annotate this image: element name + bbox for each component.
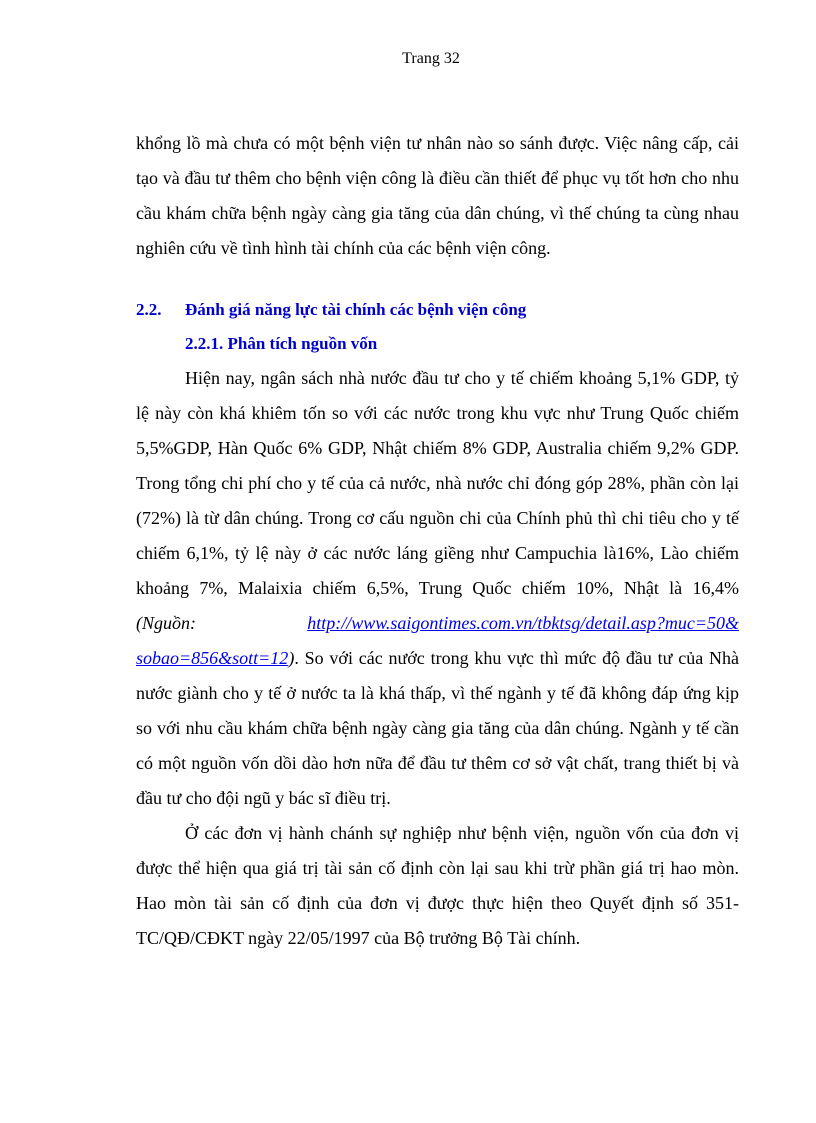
paragraph: Ở các đơn vị hành chánh sự nghiệp như bệnh viện, nguồn vốn của đơn vị được thể hiện qua giá trị tài sản cố định còn lại sau khi trừ phần giá trị hao mòn. Hao mòn tài sản cố định của đơn vị được thực hiện theo Quyết định số 351-TC/QĐ/CĐKT ngày 22/05/1997 của Bộ trưởng Bộ Tài chính. xyxy=(136,823,739,948)
subsection-title: Phân tích nguồn vốn xyxy=(227,334,378,353)
subsection-number: 2.2.1. xyxy=(185,334,224,353)
source-label: (Nguồn: xyxy=(136,613,308,633)
page-number: Trang 32 xyxy=(402,50,460,67)
section-number: 2.2. xyxy=(136,300,162,319)
section-title: Đánh giá năng lực tài chính các bệnh viện công xyxy=(185,300,527,319)
document-body xyxy=(136,126,739,956)
paragraph-text: Hiện nay, ngân sách nhà nước đầu tư cho y tế chiếm khoảng 5,1% GDP, tỷ lệ này còn khá khiêm tốn so với các nước trong khu vực như Trung Quốc chiếm 5,5%GDP, Hàn Quốc 6% GDP, Nhật chiếm 8% GDP, Australia chiếm 9,2% GDP. Trong tổng chi phí cho y tế của cả nước, nhà nước chỉ đóng góp 28%, phần còn lại (72%) là từ dân chúng. Trong cơ cấu nguồn chi của Chính phủ thì chi tiêu cho y tế chiếm 6,1%, tỷ lệ này ở các nước láng giềng như Campuchia là16%, Lào chiếm khoảng 7%, Malaixia chiếm 6,5%, Trung Quốc chiếm 10%, Nhật là 16,4% xyxy=(136,368,739,598)
source-close: ) xyxy=(288,648,295,668)
paragraph: khổng lồ mà chưa có một bệnh viện tư nhân nào so sánh được. Việc nâng cấp, cải tạo và đầu tư thêm cho bệnh viện công là điều cần thiết để phục vụ tốt hơn cho nhu cầu khám chữa bệnh ngày càng gia tăng của dân chúng, vì thế chúng ta cùng nhau nghiên cứu về tình hình tài chính của các bệnh viện công. xyxy=(136,133,739,258)
paragraph xyxy=(136,361,739,816)
source-link[interactable]: http://www.saigontimes.com.vn/tbktsg/detail.asp?muc=50& sobao=856&sott=12 xyxy=(136,613,739,668)
paragraph-text: . So với các nước trong khu vực thì mức độ đầu tư của Nhà nước giành cho y tế ở nước ta là khá thấp, vì thế ngành y tế đã không đáp ứng kịp so với nhu cầu khám chữa bệnh ngày càng gia tăng của dân chúng. Ngành y tế cần có một nguồn vốn dồi dào hơn nữa để đầu tư thêm cơ sở vật chất, trang thiết bị và đầu tư cho đội ngũ y bác sĩ điều trị. xyxy=(136,648,739,808)
section-heading xyxy=(136,293,739,327)
spacer xyxy=(136,266,739,293)
subsection-heading xyxy=(136,327,739,361)
